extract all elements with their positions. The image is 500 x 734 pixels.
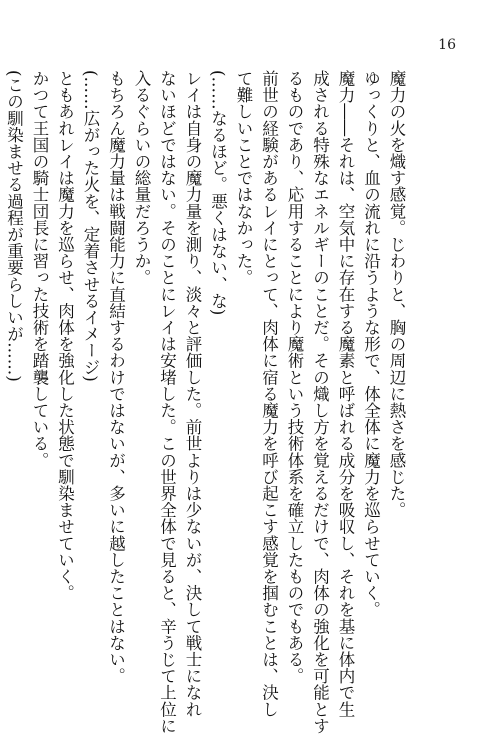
text-line: 魔力――それは、空気中に存在する魔素と呼ばれる成分を吸収し、それを基に体内で生	[336, 70, 355, 718]
text-line: もちろん魔力量は戦闘能力に直結するわけではないが、多いに越したことはない。	[106, 70, 126, 685]
novel-text-block	[4, 70, 409, 734]
text-line: て難しいことではなかった。	[234, 70, 253, 286]
text-line: かつて王国の騎士団長に習った技術を踏襲している。	[30, 70, 49, 469]
text-line: 前世の経験があるレイにとって、肉体に宿る魔力を呼び起こす感覚を掴むことは、決し	[259, 70, 279, 718]
text-line: (この馴染ませる過程が重要らしいが……)	[4, 70, 24, 382]
page-number: 16	[438, 37, 456, 53]
text-line: (……広がった火を、定着させるイメージ)	[81, 70, 100, 382]
text-line: ゆっくりと、血の流れに沿うような形で、体全体に魔力を巡らせていく。	[361, 70, 381, 618]
text-line: (……なるほど。悪くはない、な)	[208, 70, 228, 316]
text-line: ないほどではない。そのことにレイは安堵した。この世界全体で見ると、辛うじて上位に	[157, 70, 177, 734]
text-line: 魔力の火を熾す感覚。じわりと、胸の周辺に熱さを感じた。	[387, 70, 406, 519]
text-line: レイは自身の魔力量を測り、淡々と評価した。前世よりは少ないが、決して戦士になれ	[183, 70, 202, 718]
text-line: 成される特殊なエネルギーのことだ。その熾し方を覚えるだけで、肉体の強化を可能とす	[310, 70, 330, 734]
text-line: ともあれレイは魔力を巡らせ、肉体を強化した状態で馴染ませていく。	[55, 70, 75, 602]
text-line	[0, 70, 1, 690]
text-line: るものであり、応用することにより魔術という技術体系を確立したものでもある。	[285, 70, 304, 685]
text-line: 入るぐらいの総量だろうか。	[132, 70, 151, 286]
